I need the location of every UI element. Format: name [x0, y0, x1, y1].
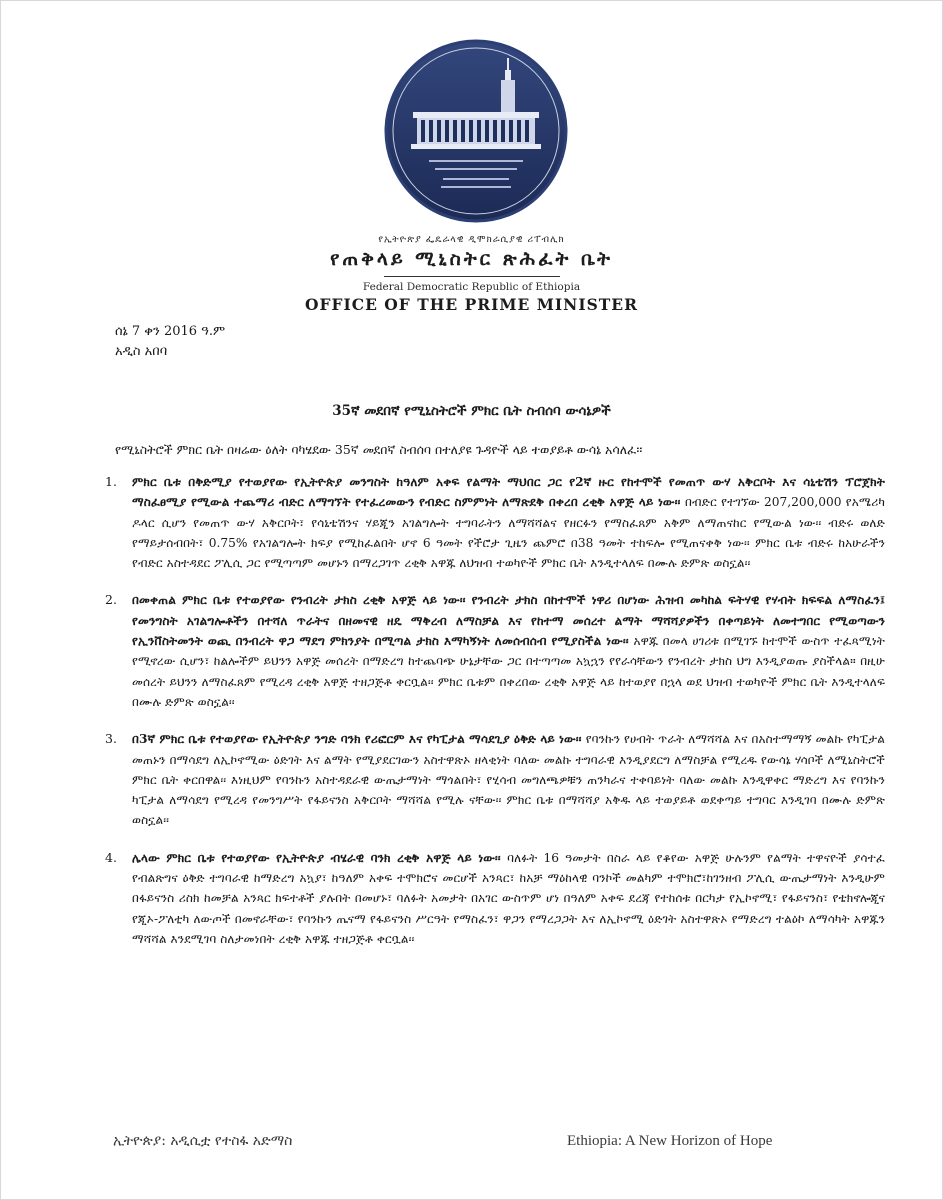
decision-item: [105, 590, 885, 712]
document-title: 35ኛ መደበኛ የሚኒስትሮች ምክር ቤት ስብሰባ ውሳኔዎች: [332, 403, 611, 419]
office-name-amharic: የጠቅላይ ሚኒስትር ጽሕፈት ቤት: [330, 248, 613, 270]
office-seal-icon: [383, 38, 569, 224]
decision-number: 1.: [105, 474, 117, 489]
office-name-english: OFFICE OF THE PRIME MINISTER: [304, 295, 638, 314]
decisions-list: [105, 472, 885, 966]
place: አዲስ አበባ: [115, 344, 168, 359]
decision-number: 4.: [105, 849, 117, 865]
decision-body: ባለፉት 16 ዓመታት በስራ ላይ የቆየው አዋጅ ሁሉንም የልማት ተዋናዮች ያሳተፈ የብልጽግና ዕቅድ ተግባራዊ ከማድረግ አኳያ፣ ከዓለም አቀፍ ተሞክሮና መርሆች አንጻር፣ ከአቻ ማዕከላዊ ባንኮች መልካም ተሞክሮ፣ከገንዘብ ፖሊሲ ውጤታማነት እንዲሁም በፋይናንስ ሪስክ ከመቻል አንጻር ክፍተቶች ያሉበት በመሆኑ፣ ባለፉት አመታት በአገር ውስጥም ሆነ በዓለም አቀፍ ደረጃ የተከሰቱ በርካታ የኢኮኖሚ፣ የፋይናንስ፣ የቴክኖሎጂና የጂኦ-ፖለቲካ ለውጦች በመኖራቸው፣ የባንኩን ጤናማ የፋይናንስ ሥርዓት የማስፈን፣ ዋጋን የማረጋጋት እና ለኢኮኖሚ ዕድገት አስተዋጽኦ የማድረግ ተልዕኮ ለማሳካት አዋጁን ማሻሻል እንደሚገባ ስለታመነበት ረቂቅ አዋጁ ተዘጋጅቶ ቀርቧል፡፡: [132, 850, 885, 946]
decision-item: [105, 472, 885, 573]
footer-slogan-amharic: ኢትዮጵያ: አዲሲቷ የተስፋ አድማስ: [113, 1133, 293, 1149]
decision-item: [105, 729, 885, 830]
intro-paragraph: የሚኒስትሮች ምክር ቤት በዛሬው ዕለት ባካሄደው 35ኛ መደበኛ ስብሰባ በተለያዩ ጉዳዮች ላይ ተወያይቶ ውሳኔ አሳለፈ፡፡: [115, 442, 643, 457]
decision-lead: ምክር ቤቱ በቅድሚያ የተወያየው የኢትዮጵያ መንግስት ከዓለም አቀፍ የልማት ማህበር ጋር የ2ኛ ዙር የከተሞች የመጠጥ ውሃ አቅርቦት እና ሳኒቴሽን ፕሮጀክት ማስፈፀሚያ የሚውል ተጨማሪ ብድር ለማግኘት የተፈረመውን የብድር ስምምነት ለማጽደቅ በቀረበ ረቂቅ አዋጅ ላይ ነው፡፡: [132, 475, 885, 510]
date: ሰኔ 7 ቀን 2016 ዓ.ም: [115, 324, 226, 339]
fdre-english: Federal Democratic Republic of Ethiopia: [362, 281, 581, 293]
header-divider: [384, 276, 560, 277]
decision-body: የባንኩን የሀብት ጥራት ለማሻሻል እና በአስተማማኝ መልኩ የካፒታል መጠኑን በማሳደግ ለኢኮኖሚው ዕድገት እና ልማት የሚያደርገውን አስተዋጽኦ ዘላቂነት ባለው መልኩ ተግባራዊ እንዲያደርግ ለማስቻል የሚረዱ የውሳኔ ሃሳቦች ለሚኒስትሮች ምክር ቤት ቀርበዋል፡፡ እነዚህም የባንኩን አስተዳደራዊ ውጤታማነት ማጎልበት፣ የሂሳብ መግለጫዎቹን ጠንካራና ተቀባይነት ባለው መልኩ እንዲዋቀር ማድረግ እና የባንኩን ካፒታል ለማሳደግ የሚረዳ የመንግሥት የፋይናንስ አቅርቦት ማሻሻል የሚሉ ናቸው፡፡ ምክር ቤቱ በማሻሻያ አቅዱ ላይ ተወያይቶ ወደቀጣይ ተግባር እንዲገባ በሙሉ ድምጽ ወስኗል፡፡: [132, 732, 885, 828]
decision-lead: በ3ኛ ምክር ቤቱ የተወያየው የኢትዮጵያ ንግድ ባንክ የሪፎርም እና የካፒታል ማሳደጊያ ዕቅድ ላይ ነው፡፡: [132, 732, 586, 747]
decision-item: [105, 848, 885, 949]
dateline: [115, 322, 225, 362]
decision-body: አዋጁ በመላ ሀገሪቱ በሚገኙ ከተሞች ውስጥ ተፈጻሚነት የሚኖረው ሲሆን፣ ከልሎችም ይህንን አዋጅ መሰረት በማድረግ ከተጨባጭ ሁኔታቸው ጋር በተጣጣመ አኳኋን የየራሳቸውን የንብረት ታክስ ህግ እንዲያወጡ ያስችላል። በዚሁ መሰረት ይህንን ለማስፈጸም የሚረዳ ረቂቅ አዋጅ ተዘጋጅቶ ቀርቧል፡፡ ምክር ቤቱም በቀረበው ረቂቅ አዋጅ ላይ ከተወያየ በኋላ ወደ ህዝብ ተወካዮች ምክር ቤት እንዲተላለፍ በሙሉ ድምጽ ወስኗል፡፡: [132, 634, 885, 709]
decision-lead: በመቀጠል ምክር ቤቱ የተወያየው የንብረት ታክስ ረቂቅ አዋጅ ላይ ነው፡፡ የንብረት ታክስ በከተሞች ነዋሪ በሆነው ሕዝብ መካከል ፍትሃዊ የሃብት ክፍፍል ለማስፈን፤ የመንግስት አገልግሎቶችን በተሻለ ጥራትና በዘመናዊ ዘዴ ማቅረብ ለማስቻል እና የከተማ መሰረተ ልማት ማሻሻያዎችን በቀጣይነት ለመተግበር የሚወጣውን የኢንቨስትመንት ወጪ በንብረት ዋጋ ማደግ ምክንያት በሚጣል ታክስ እማካኝነት ለመሰብሰብ የሚያስችል ነው፡፡: [132, 593, 885, 649]
seal-caption: የኢትዮጵያ ፌዴራላዊ ዲሞክራሲያዊ ሪፐብሊክ: [378, 234, 565, 245]
decision-number: 3.: [105, 731, 117, 747]
decision-number: 2.: [105, 592, 117, 608]
footer-slogan-english: Ethiopia: A New Horizon of Hope: [567, 1133, 773, 1149]
decision-body: በብድር የተገኘው 207,200,000 የአሜሪካ ዶላር ሲሆን የመጠጥ ውሃ አቅርቦት፣ የሳኒቴሽንና ሃይጂን አገልግሎት ተግባራትን ለማሻሻልና የዘርፉን የማስፈጸም አቅም ለማጠናከር የሚውል ነው፡፡ ብድሩ ወለድ የማይታሰብበት፣ 0.75% የአገልግሎት ክፍያ የሚከፈልበት ሆኖ 6 ዓመት የችሮታ ጊዜን ጨምሮ በ38 ዓመት ተከፍሎ የሚጠናቀቅ ነው፡፡ ምክር ቤቱ ብድሩ ከአሁራችን የብድር አስተዳደር ፖሊሲ ጋር የሚጣጣም መሆኑን በማረጋገጥ ረቂቅ አዋጁ ለህዝብ ተወካዮች ምክር ቤት እንዲተላለፍ በሙሉ ድምጽ ወስኗል፡፡: [132, 495, 885, 571]
decision-lead: ሌላው ምክር ቤቱ የተወያየው የኢትዮጵያ ብሄራዊ ባንክ ረቂቅ አዋጅ ላይ ነው፡፡: [132, 850, 508, 865]
